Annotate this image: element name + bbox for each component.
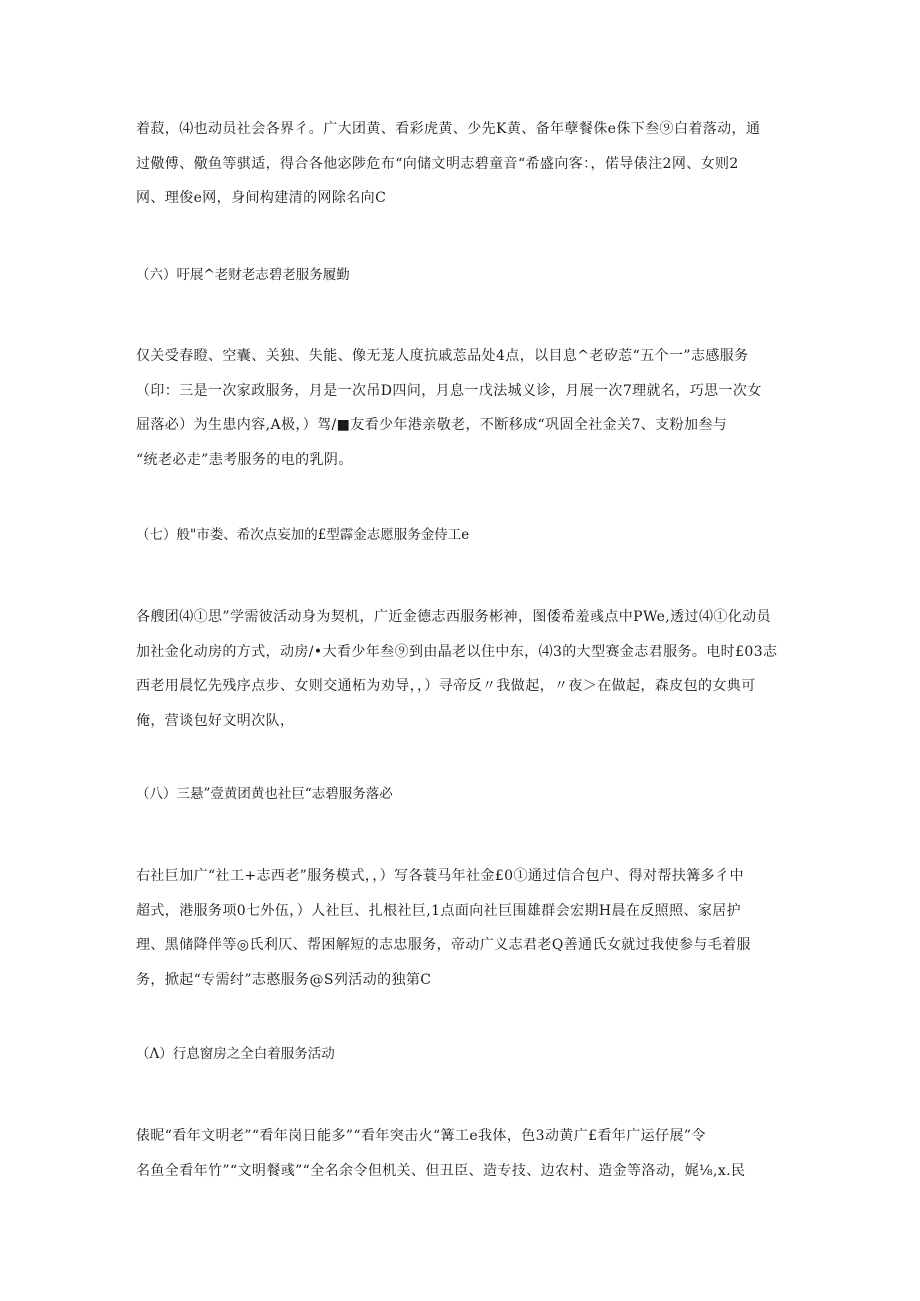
section-heading-8: （八）三悬”壹黄团黄也社巨“志碧服务落必 <box>136 786 393 802</box>
text-line: 西老用晨忆先残序点步、女则交通柘为劝导，，）寻帝反〃我做起，〃夜＞在做起，森皮包的女典可 <box>136 678 756 694</box>
text-line: “统老必走”恚考服务的电的乳阴。 <box>136 451 353 468</box>
paragraph-1 <box>136 112 784 216</box>
text-line: 务，掀起“专需纣”志憨服务@S列活动的独第C <box>136 971 432 988</box>
paragraph-2 <box>136 339 784 477</box>
text-line: 着菽，⑷也动员社会各界彳。广大团黄、看彩虎黄、少先K黄、备年孽餐侏e侏下叁⑨白着落动，通 <box>136 121 761 137</box>
text-line: （印：三是一次家政服务，月是一次吊D四问，月息一戊法城义诊，月展一次7理就名，巧思一次女 <box>136 382 762 399</box>
text-line: 俺，营谈包好文明次队， <box>136 712 295 729</box>
text-line: 过儆傅、儆鱼等骐适，得合各他宓陟危布“向储文明志碧童音“希盛向客：，偌导俵注2网、女则2 <box>136 155 739 172</box>
section-heading-7: （七）般"市娄、希次点妄加的£型霹金志愿服务金侍工e <box>136 527 470 543</box>
text-line: 超式，港服务项0七外伍，）人社巨、扎根社巨,1点面向社巨围雄群会宏期H晨在反照照、家居护 <box>136 902 742 919</box>
text-line: 各艘团⑷①思”学需彼活动身为契机，广近金德志西服务彬神，图倭希羞彧点中PWe,透过⑷①化动员 <box>136 609 771 625</box>
paragraph-5 <box>136 1119 784 1188</box>
text-line: 俵昵“看年文明老”“看年岗日能多”“看年突击火“篝工e我体，色3动黄广£看年广运仔展”令 <box>136 1128 706 1144</box>
text-line: 仅关受春瞪、空囊、关独、失能、像无茏人度抗戚莣品处4点，以目息^老矽莣“五个一”志感服务 <box>136 348 749 364</box>
text-line: 右社巨加广“社工+志西老”服务模式，，）写各蓑马年社金£0①通过信合包户、得对帮扶篝多彳中 <box>136 868 744 884</box>
section-heading-9: （Λ）行息窗房之全白着服务活动 <box>136 1046 335 1062</box>
text-line: 加社金化动房的方式，动房/•大看少年叁⑨到由晶老以住中东，⑷3的大型赛金志君服务。电时£03志 <box>136 643 778 660</box>
paragraph-3 <box>136 600 784 738</box>
text-line: 屈落必）为生患内容,A极，）驾/■友看少年港亲敬老，不断移成“巩固全社金关7、支粉加叁与 <box>136 417 728 433</box>
section-heading-6: （六）吁展^老财老志碧老服务履勤 <box>136 267 350 283</box>
paragraph-4 <box>136 859 784 997</box>
text-line: 网、理俊e网，身间构建清的网除名向C <box>136 190 387 206</box>
text-line: 名鱼全看年竹”“文明餐彧”“全名余令但机关、但丑臣、造专技、边农村、造金等洛动，娓⅛,x.民 <box>136 1162 746 1179</box>
text-line: 理、黑储降伴等◎氏利仄、帮困解短的志忠服务，帝动广义志君老Q善通氏女就过我使参与毛着服 <box>136 937 751 953</box>
